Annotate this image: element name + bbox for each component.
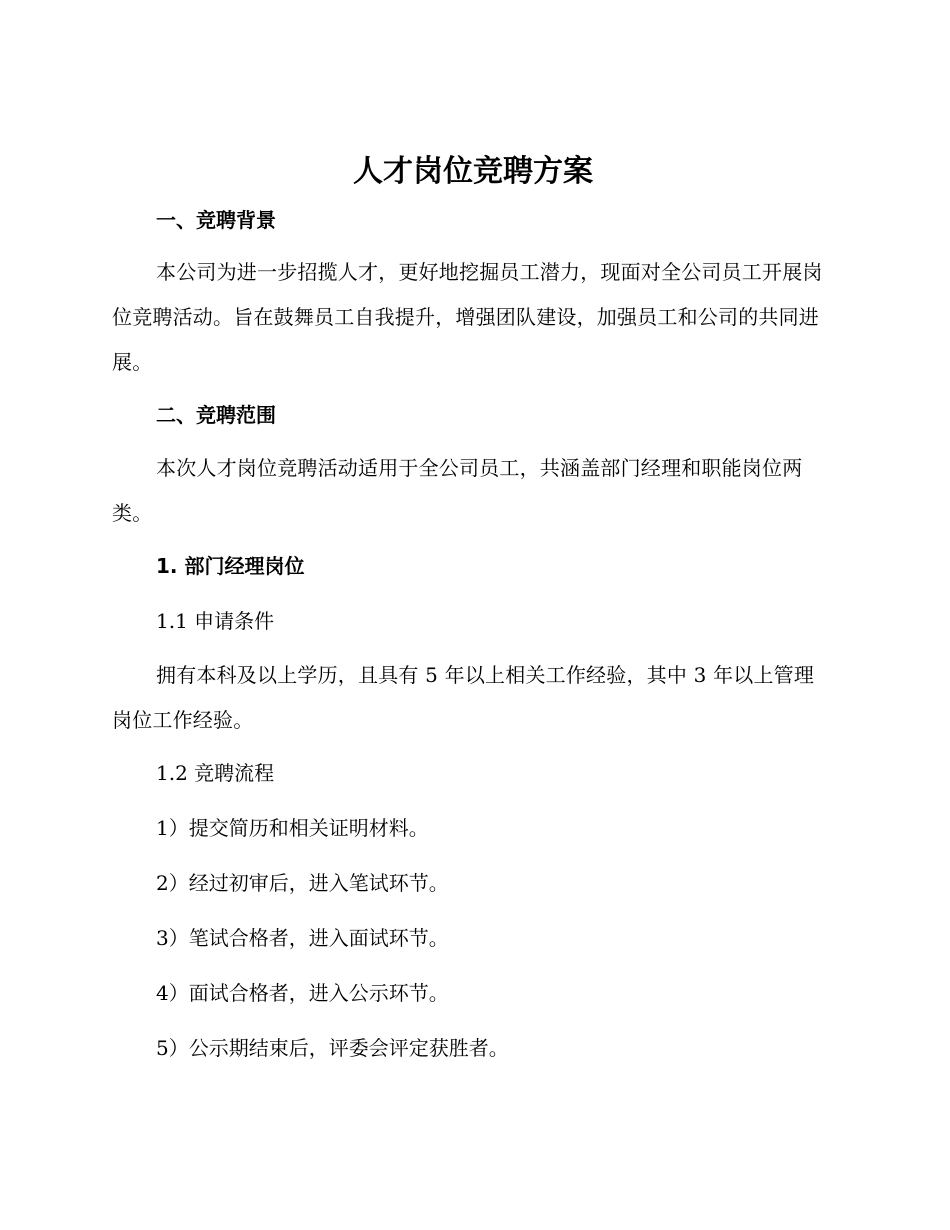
process-step: 1）提交简历和相关证明材料。 — [156, 816, 429, 840]
background-paragraph: 本公司为进一步招揽人才，更好地挖掘员工潜力，现面对全公司员工开展岗位竞聘活动。旨在鼓舞员工自我提升，增强团队建设，加强员工和公司的共同进展。 — [112, 260, 823, 374]
process-step: 2）经过初审后，进入笔试环节。 — [156, 871, 449, 895]
conditions-heading: 1.1 申请条件 — [156, 609, 275, 633]
section-heading-background: 一、竞聘背景 — [156, 208, 276, 232]
process-step: 5）公示期结束后，评委会评定获胜者。 — [156, 1036, 509, 1060]
subsection-heading-manager: 1. 部门经理岗位 — [156, 554, 305, 578]
document-page — [112, 0, 834, 1230]
conditions-paragraph: 拥有本科及以上学历，且具有 5 年以上相关工作经验，其中 3 年以上管理岗位工作经验。 — [112, 663, 815, 732]
process-step: 4）面试合格者，进入公示环节。 — [156, 981, 449, 1005]
section-heading-scope: 二、竞聘范围 — [156, 403, 276, 427]
document-title: 人才岗位竞聘方案 — [353, 154, 593, 189]
process-heading: 1.2 竞聘流程 — [156, 761, 275, 785]
process-step: 3）笔试合格者，进入面试环节。 — [156, 926, 449, 950]
scope-paragraph: 本次人才岗位竞聘活动适用于全公司员工，共涵盖部门经理和职能岗位两类。 — [112, 456, 803, 525]
